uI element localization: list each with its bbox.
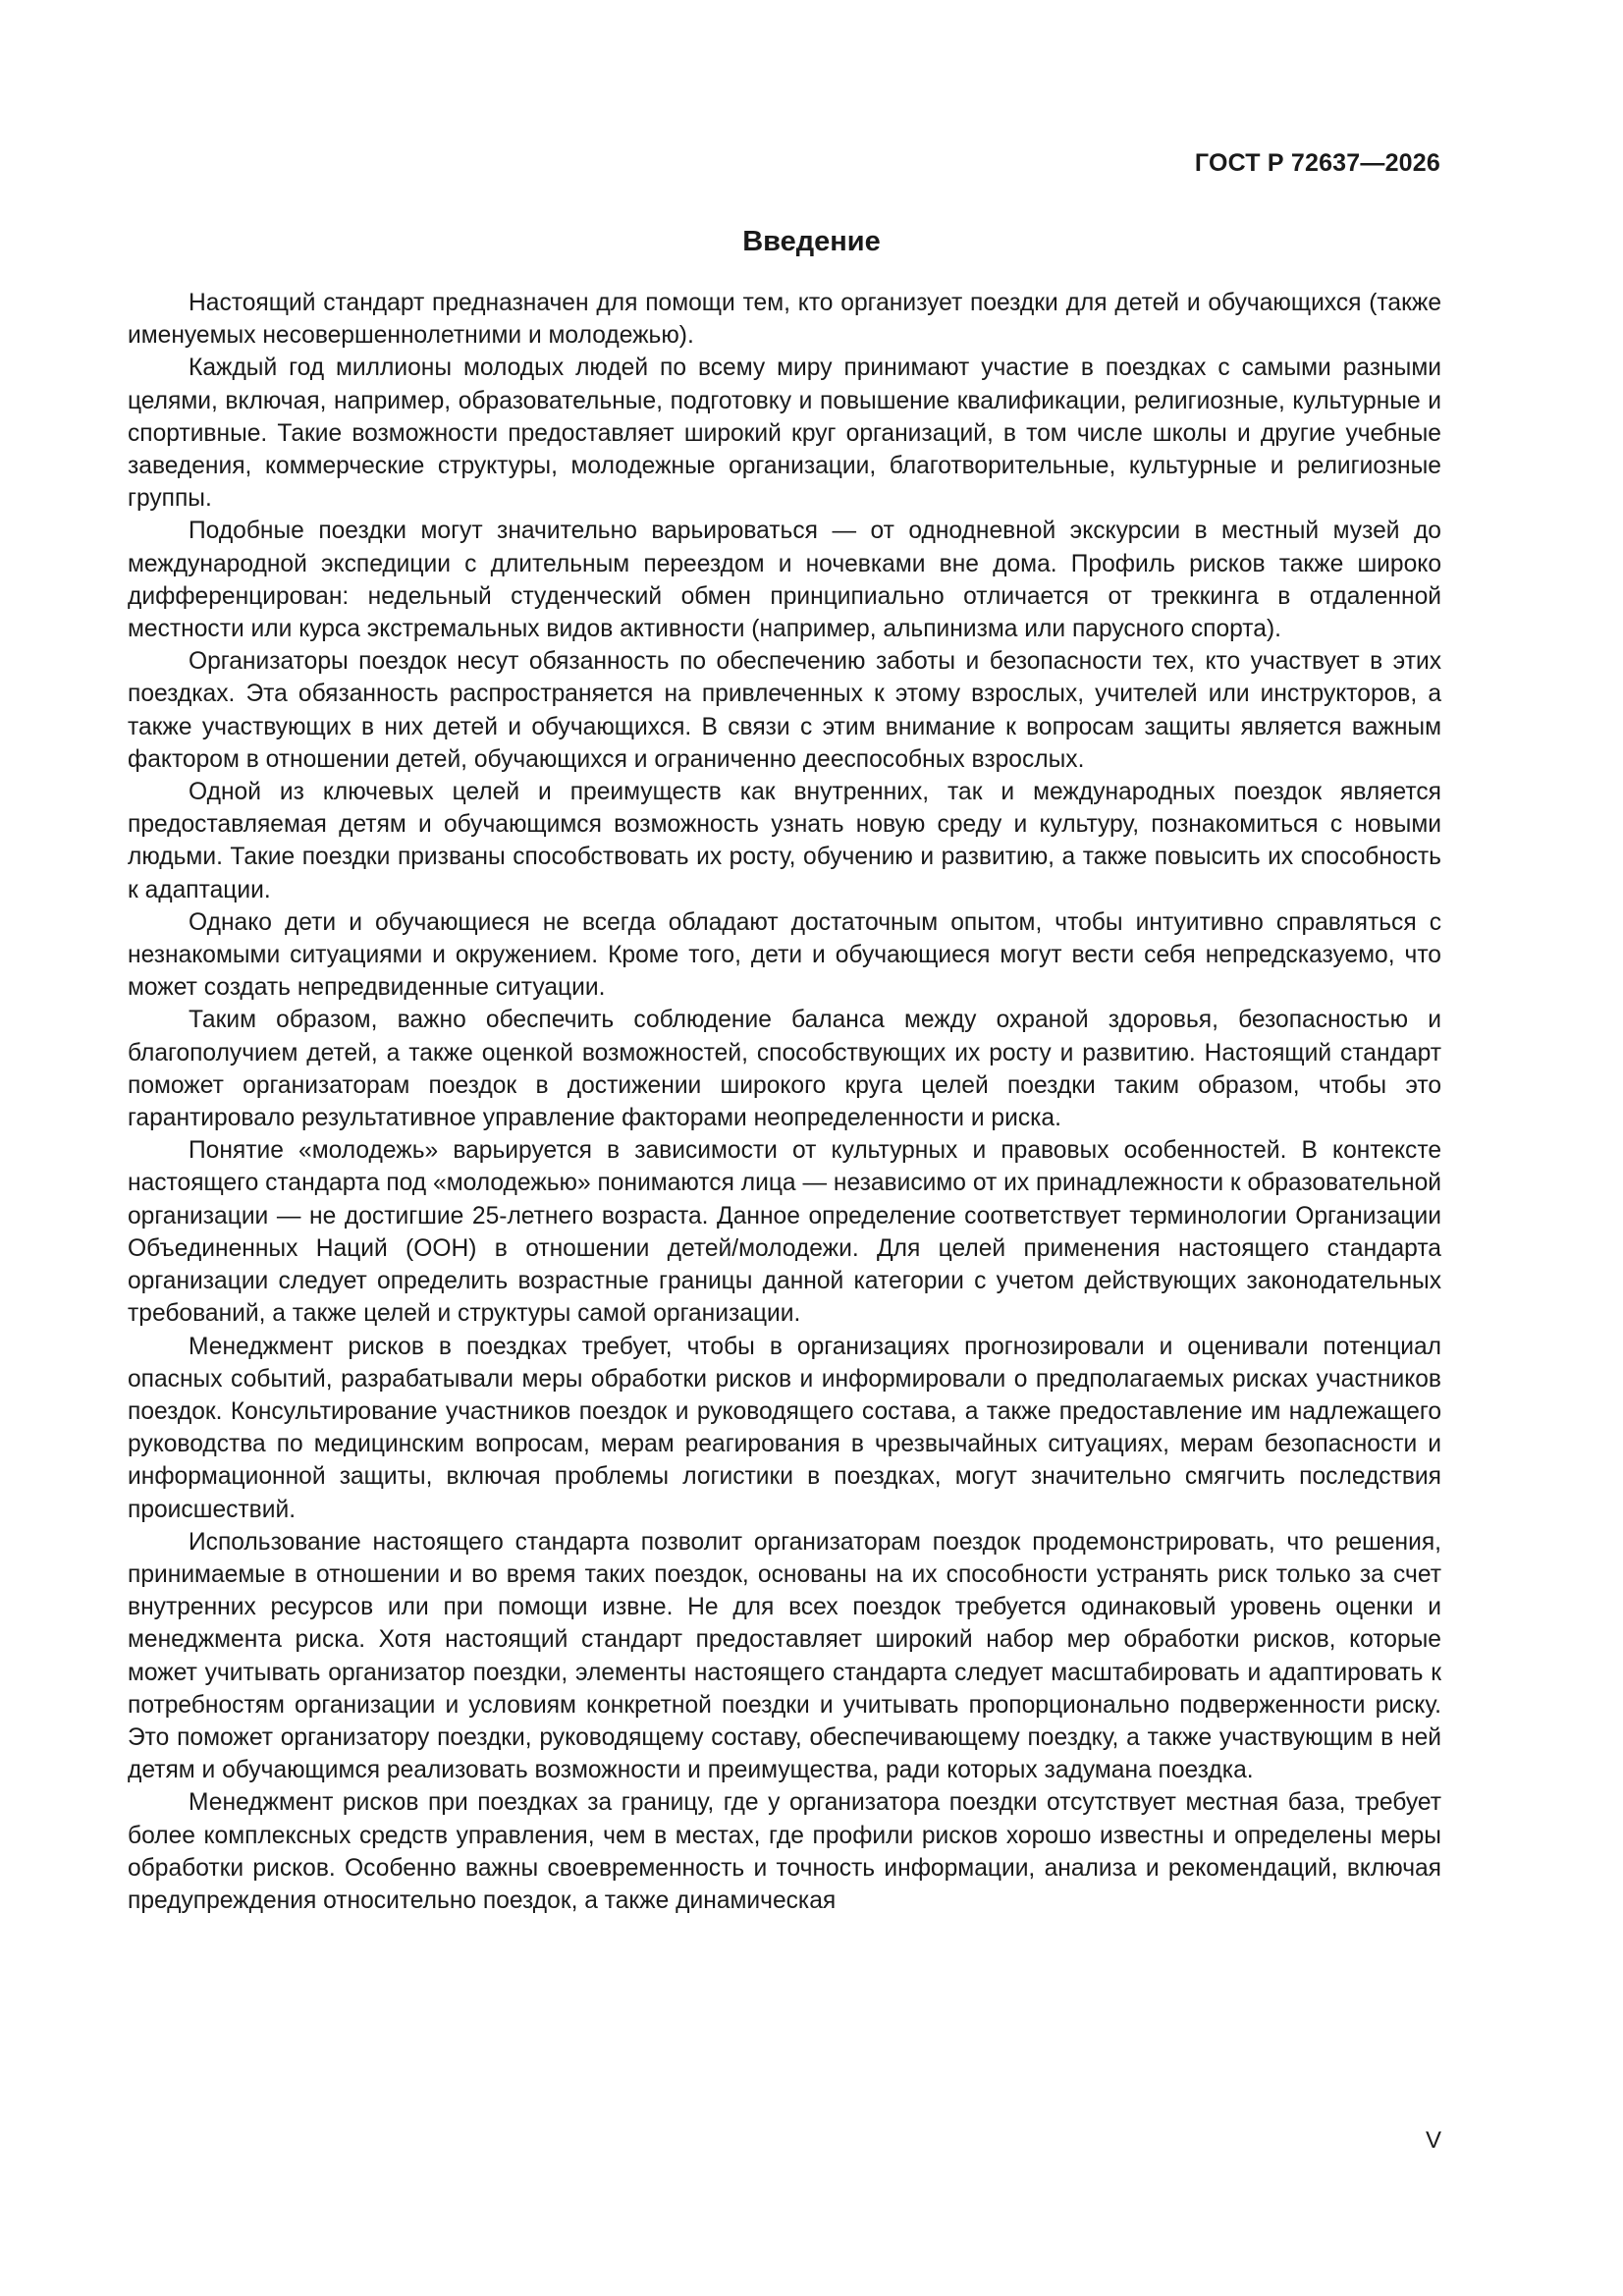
page-number: V [1425, 2127, 1441, 2154]
paragraph: Менеджмент рисков при поездках за границу, где у организатора поездки отсутствует местная база, требует более комплексных средств управления, чем в местах, где профили рисков хорошо известны и определены меры обработки рисков. Особенно важны своевременность и точность информации, анализа и рекомендаций, включая предупреждения относительно поездок, а также динамическая [128, 1789, 1441, 1914]
paragraph: Понятие «молодежь» варьируется в зависимости от культурных и правовых особенностей. В контексте настоящего стандарта под «молодежью» понимаются лица — независимо от их принадлежности к образовательной организации — не достигшие 25-летнего возраста. Данное определение соответствует терминологии Организации Объединенных Наций (ООН) в отношении детей/молодежи. Для целей применения настоящего стандарта организации следует определить возрастные границы данной категории с учетом действующих законодательных требований, а также целей и структуры самой организации. [128, 1137, 1441, 1328]
paragraph: Одной из ключевых целей и преимуществ как внутренних, так и международных поездок является предоставляемая детям и обучающимся возможность узнать новую среду и культуру, познакомиться с новыми людьми. Такие поездки призваны способствовать их росту, обучению и развитию, а также повысить их способность к адаптации. [128, 779, 1441, 903]
paragraph: Менеджмент рисков в поездках требует, чтобы в организациях прогнозировали и оценивали потенциал опасных событий, разрабатывали меры обработки рисков и информировали о предполагаемых рисках участников поездок. Консультирование участников поездок и руководящего состава, а также предоставление им надлежащего руководства по медицинским вопросам, мерам реагирования в чрезвычайных ситуациях, мерам безопасности и информационной защиты, включая проблемы логистики в поездках, могут значительно смягчить последствия происшествий. [128, 1333, 1441, 1523]
paragraph: Таким образом, важно обеспечить соблюдение баланса между охраной здоровья, безопасностью и благополучием детей, а также оценкой возможностей, способствующих их росту и развитию. Настоящий стандарт поможет организаторам поездок в достижении широкого круга целей поездки таким образом, чтобы это гарантировало результативное управление факторами неопределенности и риска. [128, 1007, 1441, 1132]
document-body [128, 287, 1441, 1917]
paragraph: Подобные поездки могут значительно варьироваться — от однодневной экскурсии в местный музей до международной экспедиции с длительным переездом и ночевками вне дома. Профиль рисков также широко дифференцирован: недельный студенческий обмен принципиально отличается от треккинга в отдаленной местности или курса экстремальных видов активности (например, альпинизма или парусного спорта). [128, 518, 1441, 643]
paragraph: Каждый год миллионы молодых людей по всему миру принимают участие в поездках с самыми разными целями, включая, например, образовательные, подготовку и повышение квалификации, религиозные, культурные и спортивные. Такие возможности предоставляет широкий круг организаций, в том числе школы и другие учебные заведения, коммерческие структуры, молодежные организации, благотворительные, культурные и религиозные группы. [128, 355, 1441, 513]
paragraph: Использование настоящего стандарта позволит организаторам поездок продемонстрировать, что решения, принимаемые в отношении и во время таких поездок, основаны на их способности устранять риск только за счет внутренних ресурсов или при помощи извне. Не для всех поездок требуется одинаковый уровень оценки и менеджмента риска. Хотя настоящий стандарт предоставляет широкий набор мер обработки рисков, которые может учитывать организатор поездки, элементы настоящего стандарта следует масштабировать и адаптировать к потребностям организации и условиям конкретной поездки и учитывать пропорционально подверженности риску. Это поможет организатору поездки, руководящему составу, обеспечивающему поездку, а также участвующим в ней детям и обучающимся реализовать возможности и преимущества, ради которых задумана поездка. [128, 1528, 1441, 1784]
paragraph: Настоящий стандарт предназначен для помощи тем, кто организует поездки для детей и обучающихся (также именуемых несовершеннолетними и молодежью). [128, 290, 1441, 350]
standard-number-header: ГОСТ Р 72637—2026 [1194, 149, 1440, 177]
paragraph: Организаторы поездок несут обязанность по обеспечению заботы и безопасности тех, кто участвует в этих поездках. Эта обязанность распространяется на привлеченных к этому взрослых, учителей или инструкторов, а также участвующих в них детей и обучающихся. В связи с этим внимание к вопросам защиты является важным фактором в отношении детей, обучающихся и ограниченно дееспособных взрослых. [128, 648, 1441, 773]
paragraph: Однако дети и обучающиеся не всегда обладают достаточным опытом, чтобы интуитивно справляться с незнакомыми ситуациями и окружением. Кроме того, дети и обучающиеся могут вести себя непредсказуемо, что может создать непредвиденные ситуации. [128, 908, 1441, 1002]
section-title: Введение [742, 226, 881, 257]
